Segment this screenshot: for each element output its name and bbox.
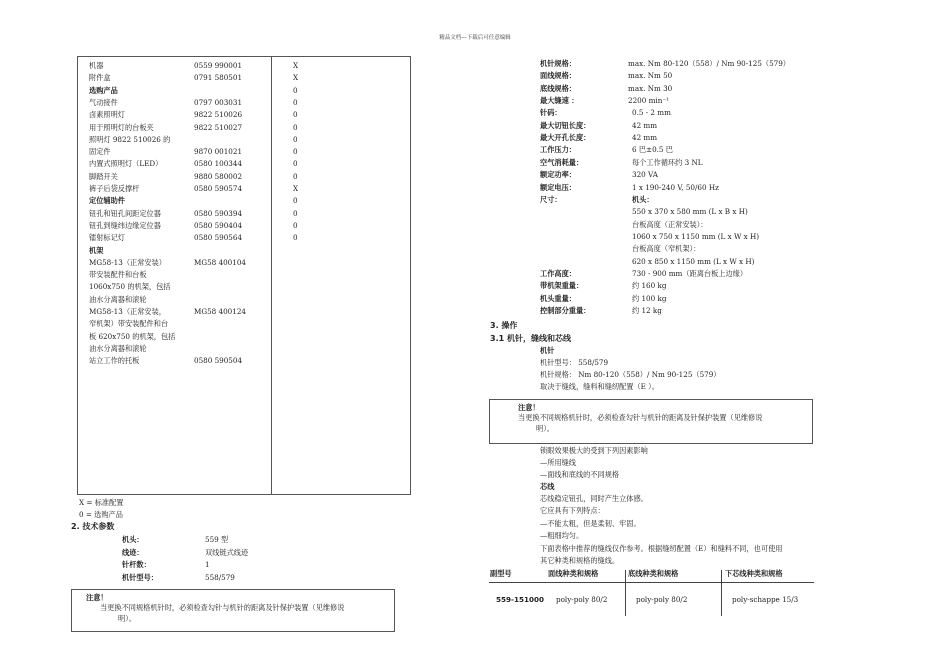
spec-key: 空气消耗量：	[540, 157, 584, 167]
core-line: 它应具有下列特点：	[540, 506, 605, 515]
part-number: 0580 590564	[194, 233, 243, 243]
effects-line: —面线和底线的不同规格	[540, 470, 620, 479]
part-name: 机器	[89, 61, 104, 70]
part-name: 照明灯 9822 510026 的	[89, 134, 171, 144]
tech-key: 机头：	[122, 535, 144, 544]
spec-value: 约 12 kg	[632, 306, 662, 315]
part-number: MG58 400124	[194, 307, 246, 316]
table-row	[78, 62, 412, 74]
table-row	[78, 259, 412, 271]
part-mark: 0	[293, 196, 298, 206]
tech-key: 线迹：	[122, 547, 144, 557]
tech-section-title: 2. 技术参数	[71, 522, 115, 531]
table-row	[78, 222, 412, 234]
table-col-line	[625, 570, 626, 616]
part-number: 0580 590404	[194, 220, 243, 230]
needle-line: 机针规格： Nm 80-120（558）/ Nm 90-125（579）	[540, 370, 721, 379]
part-name: 附件盒	[89, 73, 111, 83]
part-mark: 0	[293, 220, 298, 230]
thread-header: 下芯线种类和规格	[725, 569, 783, 578]
table-row	[78, 160, 412, 172]
spec-value: 2200 min⁻¹	[628, 96, 669, 106]
thread-cell: poly-poly 80/2	[636, 595, 688, 604]
spec-value: 台板高度（正常安装）：	[632, 219, 708, 229]
part-number: MG58 400104	[194, 257, 246, 267]
table-row	[78, 87, 412, 99]
spec-key: 底线规格：	[540, 83, 576, 93]
needle-title: 机针	[540, 346, 555, 355]
table-row	[78, 345, 412, 357]
part-name: 窄机架）带安装配件和台	[89, 319, 169, 329]
part-number: 0580 590574	[194, 184, 243, 193]
part-mark: X	[293, 61, 299, 70]
part-mark: 0	[293, 97, 298, 107]
table-row	[78, 111, 412, 123]
note-text: 明）。	[118, 614, 136, 623]
table-col-line	[721, 570, 722, 616]
note-title: 注意！	[86, 593, 108, 602]
tech-value: 1	[205, 560, 210, 569]
thread-note: 其它种类和规格的缝线。	[540, 556, 620, 565]
part-mark: X	[293, 184, 299, 193]
table-rule	[489, 582, 814, 583]
table-row	[78, 320, 412, 332]
part-name: 定位辅助件	[89, 196, 125, 206]
part-name: 用于照明灯的台板夹	[89, 122, 154, 132]
table-row	[78, 173, 412, 185]
tech-key: 针杆数：	[122, 560, 151, 569]
spec-value: 320 VA	[632, 170, 658, 180]
spec-key: 控制部分重量：	[540, 306, 591, 315]
spec-key: 最大开孔长度：	[540, 133, 591, 143]
spec-value: max. Nm 80-120（558）/ Nm 90-125（579）	[628, 59, 790, 68]
part-name: MG58-13（正常安装，	[89, 307, 166, 316]
spec-key: 工作高度：	[540, 268, 576, 278]
spec-key: 面线规格：	[540, 71, 576, 81]
core-line: —粗细均匀。	[540, 531, 584, 540]
spec-key: 机针规格：	[540, 59, 576, 68]
tech-value: 558/579	[205, 572, 235, 582]
legend-standard: X = 标准配置	[79, 498, 124, 507]
thread-header: 副型号	[490, 569, 512, 578]
thread-note: 下面表格中推荐的缝线仅作参考。根据缝纫配置（E）和缝料不同，也可使用	[540, 544, 783, 553]
part-name: 卤素照明灯	[89, 110, 125, 120]
spec-key: 尺寸：	[540, 194, 562, 204]
part-number: 0580 590504	[194, 356, 243, 366]
table-row	[78, 234, 412, 246]
thread-header: 底线种类和规格	[628, 569, 679, 578]
part-mark: X	[293, 73, 299, 83]
part-number: 0580 590394	[194, 208, 243, 218]
spec-value: 42 mm	[632, 120, 658, 130]
note-text: 当更换不同规格机针时，必须检查勾针与机针的距离及针保护装置（见维修说	[100, 603, 345, 612]
spec-value: 机头：	[632, 194, 654, 204]
spec-key: 额定电压：	[540, 182, 576, 192]
spec-value: 约 100 kg	[632, 293, 667, 303]
core-line: 芯线稳定钮孔，同时产生立体感。	[540, 494, 648, 503]
table-row	[78, 197, 412, 209]
part-name: 钮孔到缝纬边缘定位器	[89, 220, 161, 230]
table-row	[78, 271, 412, 283]
needle-line: 机针型号： 558/579	[540, 358, 609, 367]
part-name: 固定件	[89, 147, 111, 157]
part-mark: 0	[293, 85, 298, 95]
part-mark: 0	[293, 233, 298, 243]
spec-key: 额定功率：	[540, 170, 576, 180]
thread-cell: 559-151000	[496, 595, 544, 604]
part-number: 0797 003031	[194, 97, 243, 107]
table-row	[78, 136, 412, 148]
part-mark: 0	[293, 110, 298, 120]
part-number: 0580 100344	[194, 159, 243, 169]
spec-key: 最大缝速 ：	[540, 96, 579, 106]
spec-key: 工作压力：	[540, 145, 576, 155]
legend-optional: 0 = 选购产品	[79, 510, 123, 519]
part-name: 板 620x750 的机架，包括	[89, 331, 176, 341]
spec-key: 带机架重量：	[540, 281, 584, 291]
tech-key: 机针型号：	[122, 572, 158, 582]
spec-key: 最大切钮长度：	[540, 120, 591, 130]
spec-value: 42 mm	[632, 133, 658, 143]
page-header: 精品文档---下载后可任意编辑	[439, 35, 511, 41]
parts-table	[77, 56, 411, 495]
spec-value: max. Nm 30	[628, 83, 673, 93]
spec-value: 每个工作循环约 3 NL	[632, 157, 703, 167]
part-name: 脚踏开关	[89, 171, 118, 181]
table-row	[78, 99, 412, 111]
spec-value: 6 巴±0.5 巴	[632, 145, 673, 155]
table-row	[78, 124, 412, 136]
spec-value: 620 x 850 x 1150 mm (L x W x H)	[632, 256, 755, 266]
part-mark: 0	[293, 122, 298, 132]
part-number: 9822 510027	[194, 122, 243, 132]
tech-value: 559 型	[205, 535, 229, 544]
note-box-left	[71, 589, 395, 632]
part-number: 9880 580002	[194, 171, 243, 181]
spec-value: 约 160 kg	[632, 281, 667, 291]
table-row	[78, 357, 412, 369]
part-mark: 0	[293, 171, 298, 181]
part-mark: 0	[293, 208, 298, 218]
part-name: 气动接件	[89, 97, 118, 107]
part-name: 机架	[89, 245, 104, 255]
note-title: 注意！	[518, 403, 540, 412]
note-text: 明）。	[536, 424, 554, 433]
table-row	[78, 74, 412, 86]
part-mark: 0	[293, 159, 298, 169]
section31-title: 3.1 机针，缝线和芯线	[490, 334, 571, 343]
part-name: 裤子后袋反撑杆	[89, 184, 140, 193]
table-row	[78, 283, 412, 295]
part-mark: 0	[293, 134, 298, 144]
spec-value: max. Nm 50	[628, 71, 673, 81]
part-mark: 0	[293, 147, 298, 157]
effects-line: —所用缝线	[540, 458, 576, 467]
part-name: 钮孔和钮孔间距定位器	[89, 208, 161, 218]
table-row	[78, 185, 412, 197]
part-number: 9870 001021	[194, 147, 243, 157]
thread-cell: poly-poly 80/2	[556, 595, 608, 604]
part-name: 选购产品	[89, 85, 118, 95]
note-box-right	[489, 399, 813, 444]
part-name: 油水分离器和滚轮	[89, 294, 147, 304]
core-title: 芯线	[540, 482, 555, 491]
tech-value: 双线链式线迹	[205, 547, 249, 557]
table-row	[78, 333, 412, 345]
part-name: 内置式照明灯（LED）	[89, 159, 163, 169]
core-line: —不能太粗，但是柔韧、牢固。	[540, 519, 641, 528]
part-number: 0791 580501	[194, 73, 243, 83]
spec-value: 0.5 - 2 mm	[632, 108, 671, 118]
spec-value: 730 - 900 mm（距离台板上边缘）	[632, 268, 748, 278]
table-row	[78, 308, 412, 320]
part-name: 站立工作的托板	[89, 356, 140, 366]
spec-value: 台板高度（窄机架）：	[632, 244, 701, 254]
table-row	[78, 148, 412, 160]
spec-key: 机头重量：	[540, 293, 576, 303]
spec-value: 550 x 370 x 580 mm (L x B x H)	[632, 207, 748, 217]
section3-title: 3. 操作	[490, 321, 518, 330]
part-name: 带安装配件和台板	[89, 270, 147, 280]
note-text: 当更换不同规格机针时，必须检查勾针与机针的距离及针保护装置（见维修说	[518, 413, 763, 422]
spec-value: 1060 x 750 x 1150 mm (L x W x H)	[632, 231, 760, 241]
needle-line: 取决于缝线，缝料和缝纫配置（E ）。	[540, 382, 659, 391]
spec-key: 针码：	[540, 108, 562, 118]
table-row	[78, 296, 412, 308]
part-name: MG58-13（正常安装）	[89, 257, 166, 267]
table-row	[78, 210, 412, 222]
spec-value: 1 x 190-240 V, 50/60 Hz	[632, 182, 719, 192]
effects-line: 锁眼效果极大的受到下列因素影响	[540, 446, 648, 455]
part-number: 0559 990001	[194, 61, 243, 70]
table-row	[78, 247, 412, 259]
part-name: 镭射标记灯	[89, 233, 125, 243]
part-name: 1060x750 的机架，包括	[89, 282, 171, 292]
thread-cell: poly-schappe 15/3	[732, 595, 799, 604]
part-name: 油水分离器和滚轮	[89, 343, 147, 353]
part-number: 9822 510026	[194, 110, 243, 120]
thread-header: 面线种类和规格	[548, 569, 599, 578]
